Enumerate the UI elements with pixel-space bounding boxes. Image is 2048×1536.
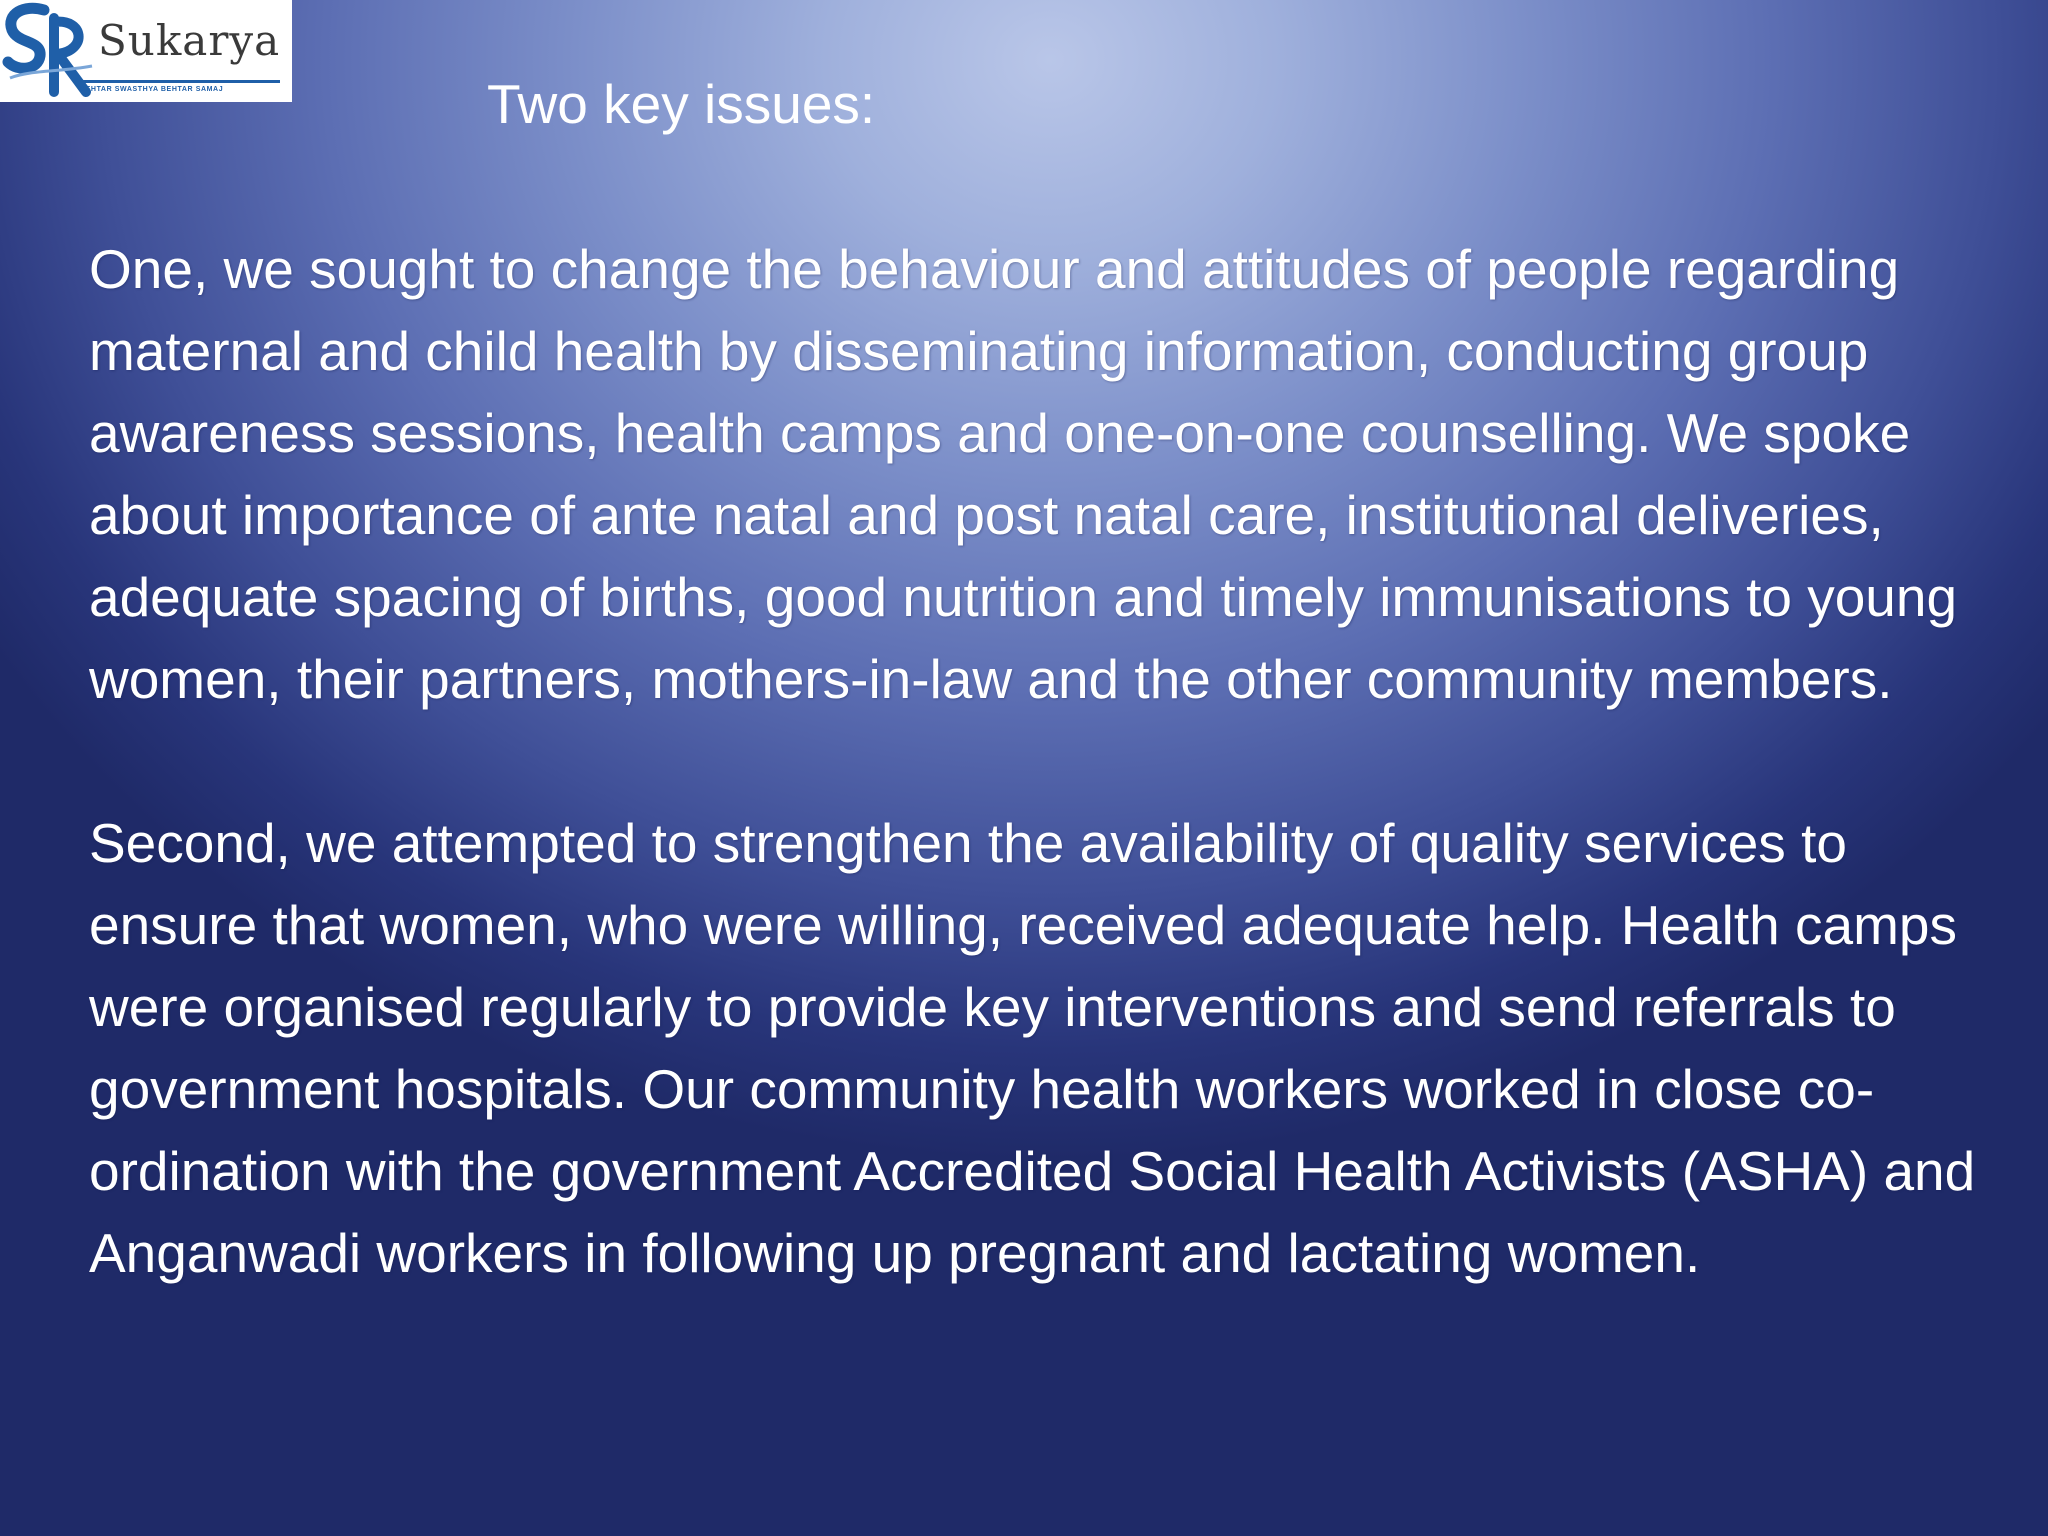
logo-name: Sukarya <box>98 16 281 65</box>
slide-title: Two key issues: <box>487 73 876 135</box>
paragraph-first-issue: One, we sought to change the behaviour and attitudes of people regarding maternal and child health by disseminating information, conducting group awareness sessions, health camps and one-on-one counselling. We spoke about importance of ante natal and post natal care, institutional deliveries, adequate spacing of births, good nutrition and timely immunisations to young women, their partners, mothers-in-law and the other community members. <box>89 238 1958 710</box>
slide-body <box>89 228 2009 1294</box>
paragraph-second-issue: Second, we attempted to strengthen the availability of quality services to ensure that women, who were willing, received adequate help. Health camps were organised regularly to provide key interventions and send referrals to government hospitals. Our community health workers worked in close co-ordination with the government Accredited Social Health Activists (ASHA) and Anganwadi workers in following up pregnant and lactating women. <box>89 812 1976 1284</box>
logo-tagline: BEHTAR SWASTHYA BEHTAR SAMAJ <box>80 86 224 93</box>
sukarya-logo <box>0 0 292 102</box>
logo-rule <box>80 80 280 83</box>
